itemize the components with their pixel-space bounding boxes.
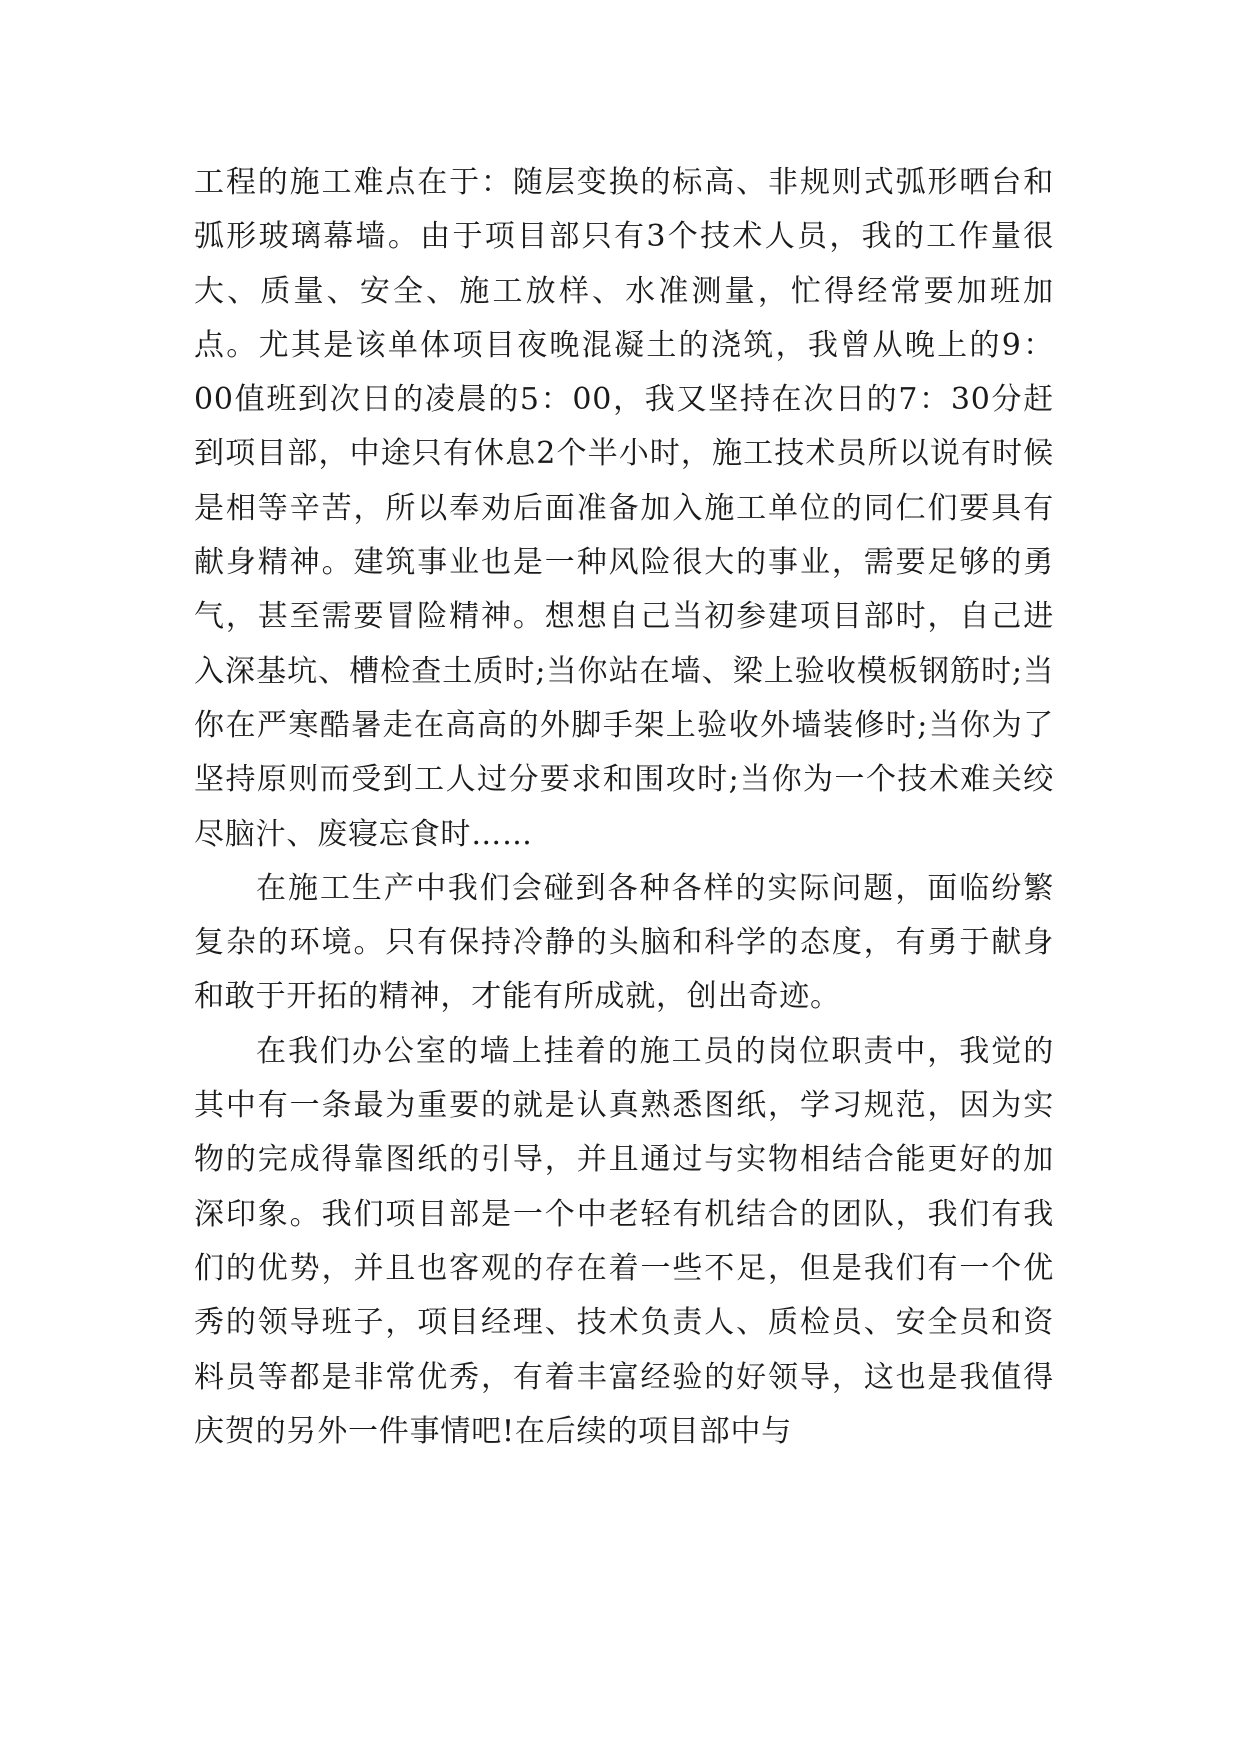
paragraph-1: 工程的施工难点在于：随层变换的标高、非规则式弧形晒台和弧形玻璃幕墙。由于项目部只有3个技术人员，我的工作量很大、质量、安全、施工放样、水准测量，忙得经常要加班加点。尤其是该单体项目夜晚混凝土的浇筑，我曾从晚上的9：00值班到次日的凌晨的5：00，我又坚持在次日的7：30分赶到项目部，中途只有休息2个半小时，施工技术员所以说有时候是相等辛苦，所以奉劝后面准备加入施工单位的同仁们要具有献身精神。建筑事业也是一种风险很大的事业，需要足够的勇气，甚至需要冒险精神。想想自己当初参建项目部时，自己进入深基坑、槽检查土质时;当你站在墙、梁上验收模板钢筋时;当你在严寒酷暑走在高高的外脚手架上验收外墙装修时;当你为了坚持原则而受到工人过分要求和围攻时;当你为一个技术难关绞尽脑汁、废寝忘食时……: [194, 165, 1054, 852]
document-body: [194, 156, 1054, 1459]
paragraph-2: 在施工生产中我们会碰到各种各样的实际问题，面临纷繁复杂的环境。只有保持冷静的头脑和科学的态度，有勇于献身和敢于开拓的精神，才能有所成就，创出奇迹。: [194, 870, 1054, 1015]
paragraph-3: 在我们办公室的墙上挂着的施工员的岗位职责中，我觉的其中有一条最为重要的就是认真熟悉图纸，学习规范，因为实物的完成得靠图纸的引导，并且通过与实物相结合能更好的加深印象。我们项目部是一个中老轻有机结合的团队，我们有我们的优势，并且也客观的存在着一些不足，但是我们有一个优秀的领导班子，项目经理、技术负责人、质检员、安全员和资料员等都是非常优秀，有着丰富经验的好领导，这也是我值得庆贺的另外一件事情吧!在后续的项目部中与: [194, 1033, 1054, 1449]
